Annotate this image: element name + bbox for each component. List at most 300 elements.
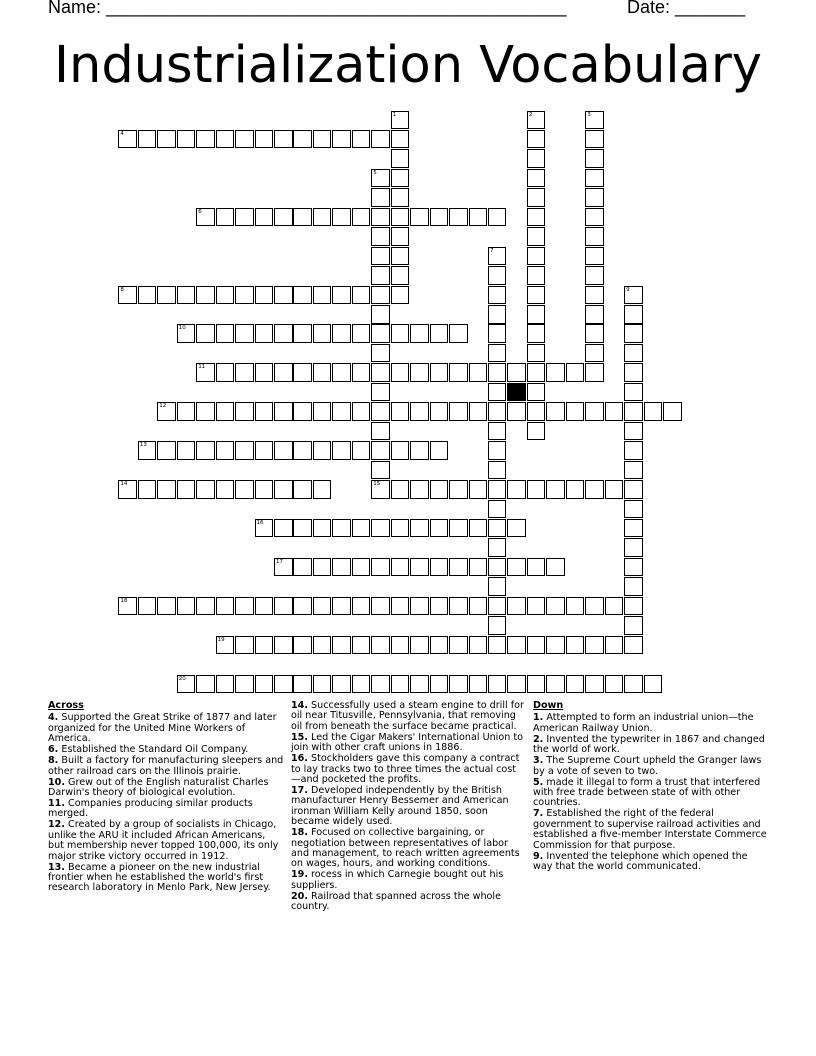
grid-cell[interactable] [177,286,196,305]
grid-cell[interactable] [274,636,293,655]
grid-cell[interactable] [196,363,215,382]
grid-cell[interactable] [255,363,274,382]
grid-cell[interactable] [488,324,507,343]
grid-cell[interactable] [177,597,196,616]
grid-cell[interactable] [293,130,312,149]
grid-cell[interactable] [624,519,643,538]
grid-cell[interactable] [449,208,468,227]
grid-cell[interactable] [605,597,624,616]
grid-cell[interactable] [138,480,157,499]
grid-cell[interactable] [371,286,390,305]
grid-cell[interactable] [488,519,507,538]
grid-cell[interactable] [371,247,390,266]
grid-cell[interactable] [624,383,643,402]
grid-cell[interactable] [527,149,546,168]
grid-cell[interactable] [371,461,390,480]
grid-cell[interactable] [293,519,312,538]
grid-cell[interactable] [196,480,215,499]
grid-cell[interactable] [449,636,468,655]
grid-cell[interactable] [430,558,449,577]
grid-cell[interactable] [235,597,254,616]
grid-cell[interactable] [332,636,351,655]
grid-cell[interactable] [255,597,274,616]
grid-cell[interactable] [255,519,274,538]
grid-cell[interactable] [624,286,643,305]
grid-cell[interactable] [235,286,254,305]
grid-cell[interactable] [624,675,643,694]
grid-cell[interactable] [605,402,624,421]
grid-cell[interactable] [410,480,429,499]
grid-cell[interactable] [352,363,371,382]
grid-cell[interactable] [196,286,215,305]
grid-cell[interactable] [216,402,235,421]
grid-cell[interactable] [332,597,351,616]
grid-cell[interactable] [488,636,507,655]
grid-cell[interactable] [371,636,390,655]
grid-cell[interactable] [293,208,312,227]
grid-cell[interactable] [391,402,410,421]
grid-cell[interactable] [391,480,410,499]
grid-cell[interactable] [293,675,312,694]
grid-cell[interactable] [507,402,526,421]
grid-cell[interactable] [118,480,137,499]
grid-cell[interactable] [274,363,293,382]
grid-cell[interactable] [624,616,643,635]
grid-cell[interactable] [546,675,565,694]
grid-cell[interactable] [585,227,604,246]
grid-cell[interactable] [488,266,507,285]
grid-cell[interactable] [546,363,565,382]
grid-cell[interactable] [488,597,507,616]
grid-cell[interactable] [352,286,371,305]
grid-cell[interactable] [352,597,371,616]
grid-cell[interactable] [196,130,215,149]
grid-cell[interactable] [177,675,196,694]
grid-cell[interactable] [274,480,293,499]
grid-cell[interactable] [391,111,410,130]
grid-cell[interactable] [371,402,390,421]
grid-cell[interactable] [527,266,546,285]
grid-cell[interactable] [488,441,507,460]
grid-cell[interactable] [216,441,235,460]
grid-cell[interactable] [507,363,526,382]
grid-cell[interactable] [410,208,429,227]
grid-cell[interactable] [624,324,643,343]
grid-cell[interactable] [293,324,312,343]
grid-cell[interactable] [527,636,546,655]
grid-cell[interactable] [255,636,274,655]
grid-cell[interactable] [235,675,254,694]
grid-cell[interactable] [546,636,565,655]
grid-cell[interactable] [352,519,371,538]
grid-cell[interactable] [585,402,604,421]
grid-cell[interactable] [430,480,449,499]
grid-cell[interactable] [274,324,293,343]
grid-cell[interactable] [430,675,449,694]
grid-cell[interactable] [527,305,546,324]
grid-cell[interactable] [235,402,254,421]
grid-cell[interactable] [488,461,507,480]
grid-cell[interactable] [585,675,604,694]
grid-cell[interactable] [391,363,410,382]
grid-cell[interactable] [410,636,429,655]
grid-cell[interactable] [293,363,312,382]
grid-cell[interactable] [605,636,624,655]
grid-cell[interactable] [157,402,176,421]
grid-cell[interactable] [196,324,215,343]
grid-cell[interactable] [527,597,546,616]
grid-cell[interactable] [157,597,176,616]
grid-cell[interactable] [546,558,565,577]
grid-cell[interactable] [177,441,196,460]
grid-cell[interactable] [293,597,312,616]
grid-cell[interactable] [138,286,157,305]
grid-cell[interactable] [469,558,488,577]
grid-cell[interactable] [313,324,332,343]
grid-cell[interactable] [585,266,604,285]
grid-cell[interactable] [527,675,546,694]
grid-cell[interactable] [255,208,274,227]
grid-cell[interactable] [585,208,604,227]
grid-cell[interactable] [469,402,488,421]
grid-cell[interactable] [430,597,449,616]
grid-cell[interactable] [566,402,585,421]
grid-cell[interactable] [371,208,390,227]
grid-cell[interactable] [449,558,468,577]
grid-cell[interactable] [371,597,390,616]
grid-cell[interactable] [216,324,235,343]
grid-cell[interactable] [216,208,235,227]
grid-cell[interactable] [274,558,293,577]
grid-cell[interactable] [624,480,643,499]
grid-cell[interactable] [235,324,254,343]
grid-cell[interactable] [507,636,526,655]
grid-cell[interactable] [624,344,643,363]
grid-cell[interactable] [293,480,312,499]
grid-cell[interactable] [274,130,293,149]
grid-cell[interactable] [410,558,429,577]
grid-cell[interactable] [371,344,390,363]
grid-cell[interactable] [527,324,546,343]
grid-cell[interactable] [624,461,643,480]
grid-cell[interactable] [313,363,332,382]
grid-cell[interactable] [644,402,663,421]
grid-cell[interactable] [410,519,429,538]
grid-cell[interactable] [371,363,390,382]
grid-cell[interactable] [352,636,371,655]
grid-cell[interactable] [546,597,565,616]
grid-cell[interactable] [488,344,507,363]
grid-cell[interactable] [255,675,274,694]
grid-cell[interactable] [352,324,371,343]
grid-cell[interactable] [566,675,585,694]
grid-cell[interactable] [585,344,604,363]
grid-cell[interactable] [430,363,449,382]
grid-cell[interactable] [449,324,468,343]
grid-cell[interactable] [293,636,312,655]
grid-cell[interactable] [566,363,585,382]
grid-cell[interactable] [507,558,526,577]
grid-cell[interactable] [216,363,235,382]
grid-cell[interactable] [138,441,157,460]
grid-cell[interactable] [624,305,643,324]
grid-cell[interactable] [274,519,293,538]
grid-cell[interactable] [177,480,196,499]
grid-cell[interactable] [624,597,643,616]
grid-cell[interactable] [332,402,351,421]
grid-cell[interactable] [449,402,468,421]
grid-cell[interactable] [293,286,312,305]
grid-cell[interactable] [527,208,546,227]
grid-cell[interactable] [293,441,312,460]
grid-cell[interactable] [527,344,546,363]
grid-cell[interactable] [527,422,546,441]
grid-cell[interactable] [469,208,488,227]
grid-cell[interactable] [332,130,351,149]
grid-cell[interactable] [488,305,507,324]
grid-cell[interactable] [585,597,604,616]
grid-cell[interactable] [527,130,546,149]
grid-cell[interactable] [527,383,546,402]
grid-cell[interactable] [332,208,351,227]
grid-cell[interactable] [157,441,176,460]
grid-cell[interactable] [118,130,137,149]
grid-cell[interactable] [313,441,332,460]
grid-cell[interactable] [469,519,488,538]
grid-cell[interactable] [157,130,176,149]
grid-cell[interactable] [371,188,390,207]
grid-cell[interactable] [585,149,604,168]
grid-cell[interactable] [488,480,507,499]
grid-cell[interactable] [391,208,410,227]
grid-cell[interactable] [216,480,235,499]
grid-cell[interactable] [332,675,351,694]
grid-cell[interactable] [313,636,332,655]
grid-cell[interactable] [527,480,546,499]
grid-cell[interactable] [391,247,410,266]
grid-cell[interactable] [488,577,507,596]
grid-cell[interactable] [624,422,643,441]
grid-cell[interactable] [255,286,274,305]
grid-cell[interactable] [507,675,526,694]
grid-cell[interactable] [371,422,390,441]
grid-cell[interactable] [235,636,254,655]
grid-cell[interactable] [624,402,643,421]
grid-cell[interactable] [527,402,546,421]
grid-cell[interactable] [138,597,157,616]
grid-cell[interactable] [410,324,429,343]
grid-cell[interactable] [313,286,332,305]
grid-cell[interactable] [332,519,351,538]
grid-cell[interactable] [391,519,410,538]
grid-cell[interactable] [293,558,312,577]
grid-cell[interactable] [332,286,351,305]
grid-cell[interactable] [488,500,507,519]
grid-cell[interactable] [391,227,410,246]
grid-cell[interactable] [410,441,429,460]
grid-cell[interactable] [274,286,293,305]
grid-cell[interactable] [488,286,507,305]
grid-cell[interactable] [313,208,332,227]
grid-cell[interactable] [469,480,488,499]
grid-cell[interactable] [469,636,488,655]
grid-cell[interactable] [410,597,429,616]
grid-cell[interactable] [469,363,488,382]
grid-cell[interactable] [585,636,604,655]
grid-cell[interactable] [391,675,410,694]
grid-cell[interactable] [255,441,274,460]
grid-cell[interactable] [430,636,449,655]
grid-cell[interactable] [546,480,565,499]
grid-cell[interactable] [371,519,390,538]
grid-cell[interactable] [624,577,643,596]
grid-cell[interactable] [274,208,293,227]
date-field-label[interactable]: Date: _______ [627,0,746,17]
grid-cell[interactable] [488,402,507,421]
grid-cell[interactable] [391,266,410,285]
name-field-label[interactable]: Name: ______________________________________________ [48,0,567,17]
grid-cell[interactable] [196,402,215,421]
grid-cell[interactable] [313,675,332,694]
grid-cell[interactable] [624,636,643,655]
grid-cell[interactable] [371,480,390,499]
grid-cell[interactable] [352,402,371,421]
grid-cell[interactable] [507,597,526,616]
grid-cell[interactable] [449,597,468,616]
grid-cell[interactable] [332,324,351,343]
grid-cell[interactable] [430,324,449,343]
grid-cell[interactable] [196,597,215,616]
grid-cell[interactable] [488,208,507,227]
grid-cell[interactable] [332,441,351,460]
grid-cell[interactable] [371,383,390,402]
grid-cell[interactable] [216,675,235,694]
grid-cell[interactable] [449,675,468,694]
grid-cell[interactable] [527,286,546,305]
grid-cell[interactable] [585,188,604,207]
grid-cell[interactable] [118,286,137,305]
grid-cell[interactable] [235,130,254,149]
grid-cell[interactable] [585,130,604,149]
grid-cell[interactable] [235,441,254,460]
grid-cell[interactable] [488,422,507,441]
grid-cell[interactable] [430,441,449,460]
grid-cell[interactable] [624,500,643,519]
grid-cell[interactable] [371,441,390,460]
grid-cell[interactable] [410,675,429,694]
grid-cell[interactable] [293,402,312,421]
grid-cell[interactable] [313,519,332,538]
grid-cell[interactable] [352,558,371,577]
grid-cell[interactable] [488,675,507,694]
grid-cell[interactable] [391,324,410,343]
grid-cell[interactable] [488,616,507,635]
grid-cell[interactable] [216,286,235,305]
grid-cell[interactable] [332,363,351,382]
grid-cell[interactable] [196,208,215,227]
grid-cell[interactable] [430,402,449,421]
grid-cell[interactable] [449,363,468,382]
grid-cell[interactable] [527,111,546,130]
grid-cell[interactable] [469,675,488,694]
grid-cell[interactable] [585,247,604,266]
grid-cell[interactable] [352,441,371,460]
grid-cell[interactable] [507,480,526,499]
grid-cell[interactable] [585,480,604,499]
grid-cell[interactable] [138,130,157,149]
grid-cell[interactable] [352,208,371,227]
grid-cell[interactable] [430,208,449,227]
grid-cell[interactable] [216,636,235,655]
grid-cell[interactable] [410,363,429,382]
grid-cell[interactable] [605,480,624,499]
grid-cell[interactable] [255,402,274,421]
grid-cell[interactable] [449,480,468,499]
grid-cell[interactable] [391,558,410,577]
grid-cell[interactable] [585,169,604,188]
grid-cell[interactable] [313,130,332,149]
grid-cell[interactable] [177,324,196,343]
grid-cell[interactable] [391,597,410,616]
grid-cell[interactable] [274,675,293,694]
grid-cell[interactable] [488,538,507,557]
grid-cell[interactable] [488,247,507,266]
grid-cell[interactable] [624,363,643,382]
grid-cell[interactable] [313,597,332,616]
grid-cell[interactable] [546,402,565,421]
grid-cell[interactable] [585,305,604,324]
grid-cell[interactable] [274,597,293,616]
grid-cell[interactable] [624,441,643,460]
grid-cell[interactable] [255,480,274,499]
grid-cell[interactable] [177,402,196,421]
grid-cell[interactable] [274,402,293,421]
grid-cell[interactable] [235,480,254,499]
grid-cell[interactable] [391,169,410,188]
grid-cell[interactable] [313,558,332,577]
grid-cell[interactable] [391,149,410,168]
grid-cell[interactable] [527,188,546,207]
grid-cell[interactable] [391,286,410,305]
grid-cell[interactable] [469,597,488,616]
grid-cell[interactable] [352,675,371,694]
grid-cell[interactable] [488,363,507,382]
grid-cell[interactable] [527,558,546,577]
grid-cell[interactable] [274,441,293,460]
grid-cell[interactable] [644,675,663,694]
grid-cell[interactable] [663,402,682,421]
grid-cell[interactable] [624,538,643,557]
grid-cell[interactable] [527,363,546,382]
grid-cell[interactable] [196,441,215,460]
grid-cell[interactable] [624,558,643,577]
grid-cell[interactable] [391,188,410,207]
grid-cell[interactable] [566,480,585,499]
grid-cell[interactable] [430,519,449,538]
grid-cell[interactable] [235,208,254,227]
grid-cell[interactable] [371,675,390,694]
grid-cell[interactable] [585,286,604,305]
grid-cell[interactable] [527,227,546,246]
grid-cell[interactable] [410,402,429,421]
grid-cell[interactable] [255,324,274,343]
grid-cell[interactable] [391,130,410,149]
grid-cell[interactable] [527,247,546,266]
grid-cell[interactable] [449,519,468,538]
grid-cell[interactable] [118,597,137,616]
grid-cell[interactable] [585,324,604,343]
grid-cell[interactable] [566,636,585,655]
